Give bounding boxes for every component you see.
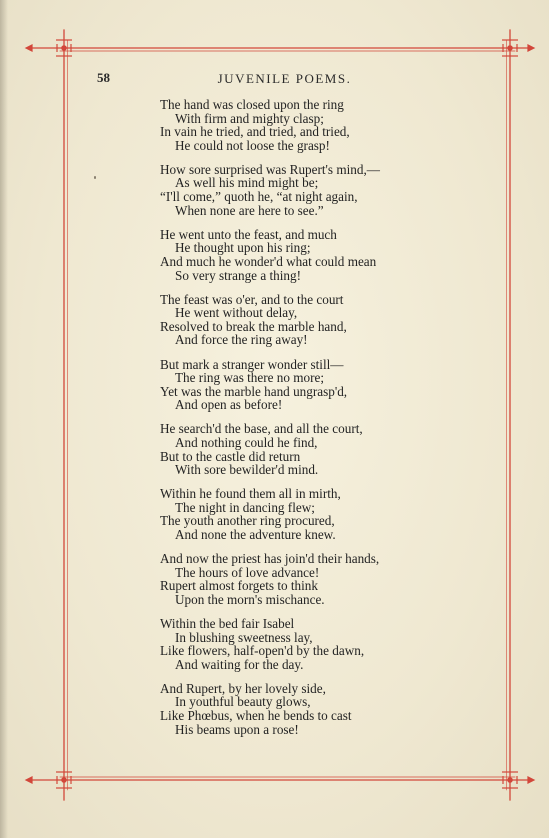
poem-line: He thought upon his ring;	[175, 240, 311, 256]
poem-line: In blushing sweetness lay,	[175, 629, 313, 645]
poem-line: The feast was o'er, and to the court	[160, 291, 344, 307]
poem-line: So very strange a thing!	[175, 267, 301, 283]
poem-line: With firm and mighty clasp;	[175, 110, 324, 126]
stanza	[160, 163, 490, 217]
poem-line: How sore surprised was Rupert's mind,—	[160, 161, 380, 177]
stanza	[160, 358, 490, 412]
poem-line: Like flowers, half-open'd by the dawn,	[160, 643, 365, 659]
poem-line: Within the bed fair Isabel	[160, 616, 295, 631]
poem-line: And much he wonder'd what could mean	[160, 253, 377, 269]
poem-line: And Rupert, by her lovely side,	[160, 680, 326, 696]
stanza	[160, 682, 490, 736]
poem-line: Upon the morn's mischance.	[175, 591, 325, 607]
poem-line: His beams upon a rose!	[175, 721, 299, 737]
paper-speck	[94, 176, 96, 179]
poem-line: He went unto the feast, and much	[160, 226, 337, 242]
poem-line: And now the priest has join'd their hands,	[160, 551, 380, 567]
stanza	[160, 552, 490, 606]
poem-line: Like Phœbus, when he bends to cast	[160, 708, 352, 724]
poem-line: When none are here to see.”	[175, 202, 324, 218]
stanza	[160, 617, 490, 671]
stanza	[160, 228, 490, 282]
poem-line: He search'd the base, and all the court,	[160, 421, 363, 437]
stanza	[160, 422, 490, 476]
poem-line: And force the ring away!	[175, 332, 308, 348]
poem-line: But mark a stranger wonder still—	[160, 356, 344, 372]
poem-line: He went without delay,	[175, 305, 298, 321]
stanza	[160, 293, 490, 347]
poem-line: As well his mind might be;	[175, 175, 319, 191]
stanza	[160, 98, 490, 152]
page-header	[0, 70, 549, 90]
poem-line: He could not loose the grasp!	[175, 137, 330, 153]
poem-line: And waiting for the day.	[175, 656, 304, 672]
stanza	[160, 487, 490, 541]
poem-line: The night in dancing flew;	[175, 499, 315, 515]
poem-line: Yet was the marble hand ungrasp'd,	[160, 383, 348, 399]
poem-line: The hours of love advance!	[175, 564, 320, 580]
poem-line: Within he found them all in mirth,	[160, 486, 341, 502]
poem-line: The hand was closed upon the ring	[160, 97, 344, 112]
poem-line: The ring was there no more;	[175, 370, 325, 386]
poem-line: In youthful beauty glows,	[175, 694, 311, 710]
poem-line: And none the adventure knew.	[175, 527, 336, 543]
poem-line: “I'll come,” quoth he, “at night again,	[160, 189, 358, 205]
poem-line: With sore bewilder'd mind.	[175, 462, 319, 478]
poem-line: And open as before!	[175, 397, 283, 413]
page-number: 58	[97, 70, 110, 85]
poem-line: And nothing could he find,	[175, 434, 318, 450]
poem-line: Rupert almost forgets to think	[160, 578, 318, 594]
poem-line: Resolved to break the marble hand,	[160, 318, 347, 334]
poem-body	[160, 98, 490, 747]
poem-line: In vain he tried, and tried, and tried,	[160, 124, 350, 140]
running-head: JUVENILE POEMS.	[217, 71, 352, 86]
poem-line: The youth another ring procured,	[160, 513, 335, 529]
poem-line: But to the castle did return	[160, 448, 301, 464]
